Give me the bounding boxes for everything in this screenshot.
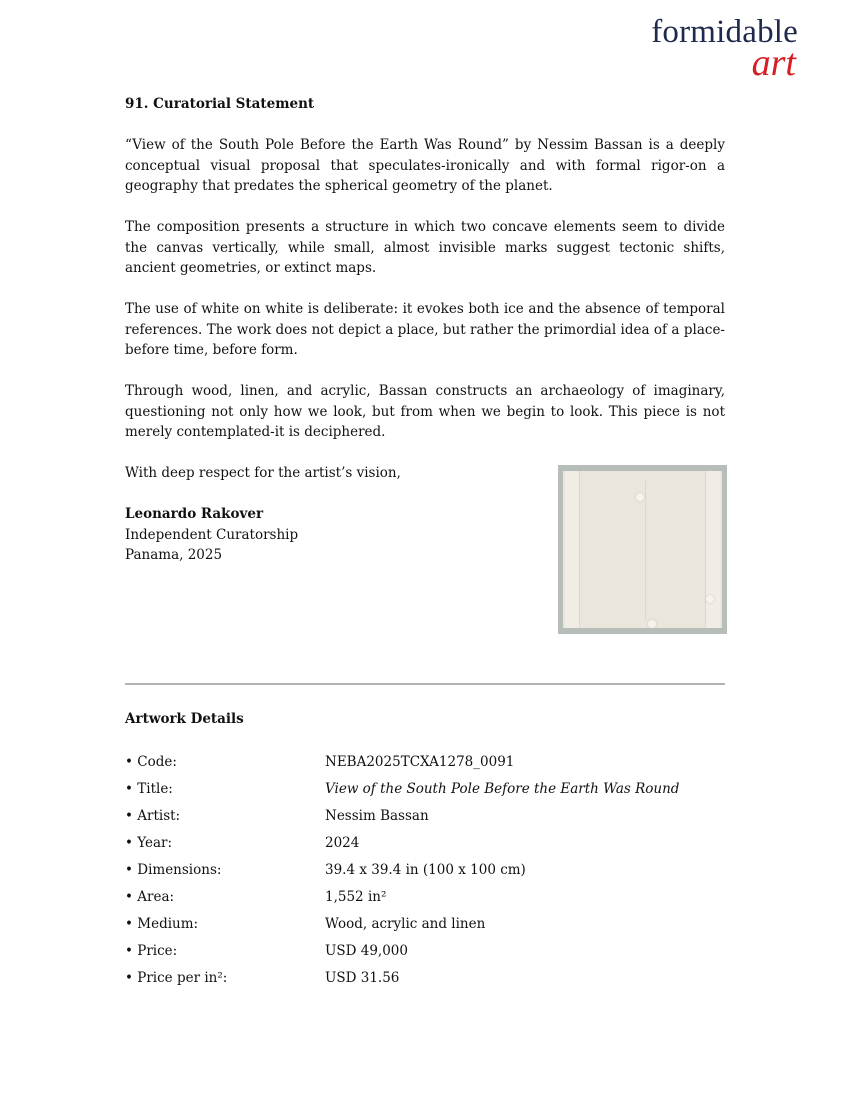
detail-label: • Code: (125, 754, 177, 770)
statement-paragraph-1: “View of the South Pole Before the Earth Was Round” by Nessim Bassan is a deeply conceptual visual proposal that speculates-ironically and with formal rigor-on a geography that predates the spherical geometry of the planet. (125, 137, 725, 194)
detail-value: View of the South Pole Before the Earth Was Round (325, 781, 680, 797)
detail-value: 1,552 in² (325, 889, 387, 905)
detail-label: • Dimensions: (125, 862, 222, 878)
detail-row-title (125, 779, 725, 806)
artwork-mark (648, 620, 656, 628)
signature-place-date: Panama, 2025 (125, 547, 223, 563)
detail-label: • Medium: (125, 916, 199, 932)
artwork-center-seam (645, 479, 646, 620)
signature-name: Leonardo Rakover (125, 506, 264, 522)
artwork-details-list (125, 752, 725, 995)
detail-row-medium (125, 914, 725, 941)
artwork-right-strip (705, 471, 720, 628)
section-divider (125, 683, 725, 685)
artwork-image (558, 465, 727, 634)
detail-row-price (125, 941, 725, 968)
detail-value: Nessim Bassan (325, 808, 429, 824)
detail-label: • Price: (125, 943, 178, 959)
detail-value: USD 49,000 (325, 943, 408, 959)
logo-wordmark-bottom: art (751, 42, 796, 84)
detail-row-area (125, 887, 725, 914)
detail-row-code (125, 752, 725, 779)
detail-label: • Price per in²: (125, 970, 228, 986)
detail-row-price-per-area (125, 968, 725, 995)
statement-title: 91. Curatorial Statement (125, 96, 315, 112)
detail-label: • Year: (125, 835, 173, 851)
logo-wordmark-top: formidable (651, 14, 798, 50)
detail-row-dimensions (125, 860, 725, 887)
artwork-mark (706, 595, 714, 603)
artwork-left-strip (565, 471, 580, 628)
artwork-canvas (563, 471, 722, 628)
detail-value: Wood, acrylic and linen (325, 916, 486, 932)
signature-role: Independent Curatorship (125, 526, 299, 543)
detail-row-year (125, 833, 725, 860)
detail-value: 39.4 x 39.4 in (100 x 100 cm) (325, 862, 526, 878)
artwork-mark (636, 493, 644, 501)
statement-paragraph-4: Through wood, linen, and acrylic, Bassan constructs an archaeology of imaginary, questioning not only how we look, but from when we begin to look. This piece is not merely contemplated-it is deciphered. (125, 383, 725, 440)
detail-label: • Title: (125, 781, 173, 797)
detail-row-artist (125, 806, 725, 833)
details-title: Artwork Details (125, 711, 244, 727)
statement-closing: With deep respect for the artist’s vision, (125, 465, 401, 481)
statement-paragraph-2: The composition presents a structure in which two concave elements seem to divide the canvas vertically, while small, almost invisible marks suggest tectonic shifts, ancient geometries, or extinct maps. (125, 219, 725, 276)
detail-label: • Artist: (125, 808, 181, 824)
detail-value: USD 31.56 (325, 970, 400, 986)
detail-value: 2024 (325, 835, 360, 851)
statement-paragraph-3: The use of white on white is deliberate: it evokes both ice and the absence of temporal references. The work does not depict a place, but rather the primordial idea of a place-before time, before form. (125, 301, 725, 358)
formidable-art-logo (598, 14, 798, 84)
detail-label: • Area: (125, 889, 175, 905)
detail-value: NEBA2025TCXA1278_0091 (325, 754, 515, 770)
